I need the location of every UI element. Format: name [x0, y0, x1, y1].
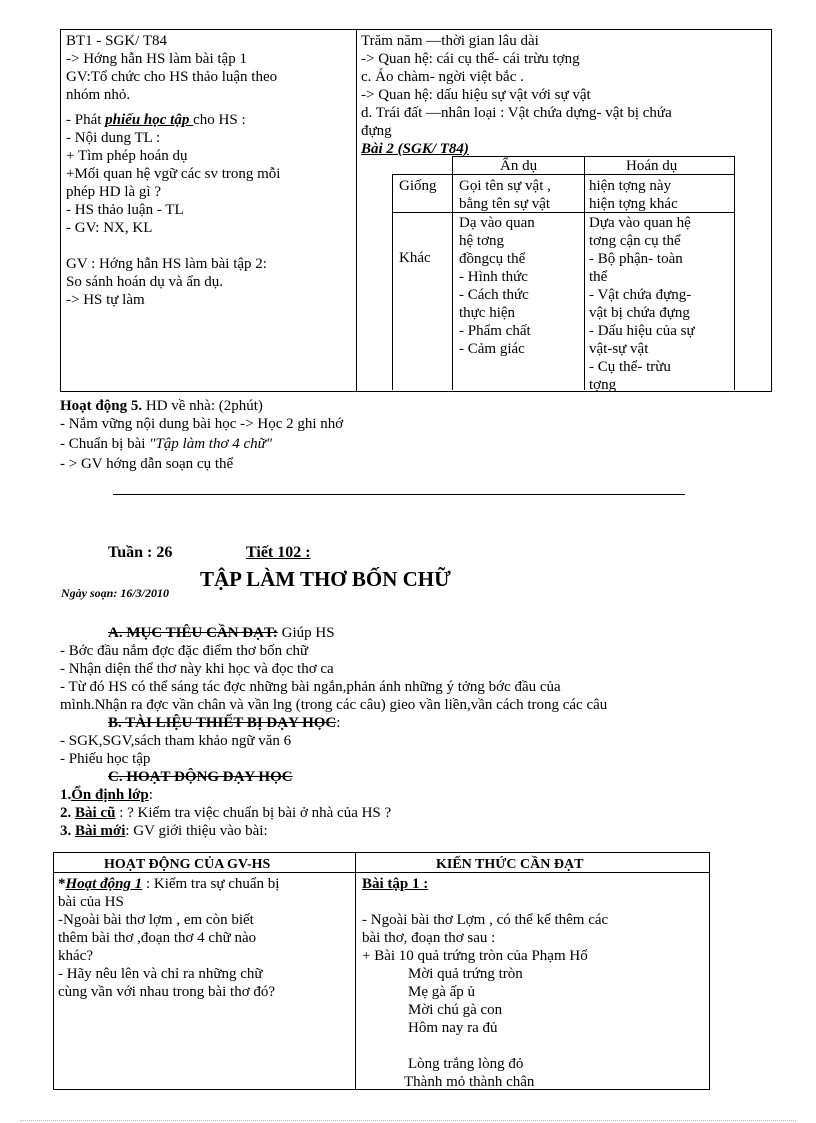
- text-line: [362, 893, 707, 911]
- bottom-left-hd: Hoạt động 1: [65, 876, 143, 892]
- cell-line: hiện tợng này: [589, 178, 672, 194]
- text-line: -> Quan hệ: cái cụ thể- cái trừu tợng: [361, 51, 580, 67]
- cell-line: - Vật chứa đựng-: [589, 287, 692, 303]
- c3-tail: : GV giới thiệu vào bài:: [125, 823, 268, 839]
- poem-line: Thành mỏ thành chân: [404, 1074, 535, 1090]
- section-b-head: [60, 714, 810, 732]
- text-line: cùng vần với nhau trong bài thơ đó?: [58, 984, 276, 1000]
- cell-line: - Cảm giác: [459, 341, 525, 357]
- poem-line: Mẹ gà ấp ủ: [408, 984, 476, 1000]
- compare-row1-an-du: [459, 177, 551, 213]
- page-bottom-dotted-line: [20, 1120, 796, 1121]
- text-line: d. Trái đất —nhân loại : Vật chứa dựng- vật bị chứa: [361, 105, 672, 121]
- poem-line: Mời chú gà con: [408, 1002, 503, 1018]
- cell-line: thực hiện: [459, 305, 516, 321]
- text-line: - Ngoài bài thơ Lợm , có thể kể thêm các: [362, 912, 609, 928]
- compare-head-hoan-du: Hoán dụ: [626, 158, 678, 174]
- text-line: - GV: NX, KL: [66, 220, 153, 236]
- b-tail: :: [336, 715, 341, 731]
- text-line: nhóm nhỏ.: [66, 87, 131, 103]
- text-line: thêm bài thơ ,đoạn thơ 4 chữ nào: [58, 930, 257, 946]
- compare-row2-hoan-du: [589, 214, 695, 394]
- compare-right-line: [734, 156, 735, 390]
- c3-head: Bài mới: [75, 823, 126, 839]
- c2-line: [60, 804, 810, 822]
- text-line: So sánh hoán dụ và ẩn dụ.: [66, 274, 224, 290]
- cell-line: vật-sự vật: [589, 341, 649, 357]
- text-line: -Ngoài bài thơ lợm , em còn biết: [58, 912, 254, 928]
- text-line: mình.Nhận ra đợc vần chân và vần lng (trong các câu) gieo vần liền,vần cách trong các câu: [60, 697, 608, 713]
- star: *: [58, 876, 66, 892]
- compare-table: [392, 156, 734, 393]
- c3-num: 3.: [60, 823, 75, 839]
- text-line: + Bài 10 quả trứng tròn của Phạm Hổ: [362, 948, 588, 964]
- text-line: - Từ đó HS có thể sáng tác đợc những bài ngắn,phản ánh những ý tởng bớc đầu của: [60, 679, 561, 695]
- c2-num: 2.: [60, 805, 75, 821]
- text-line: - Phiếu học tập: [60, 751, 151, 767]
- compare-row1-hoan-du: [589, 177, 678, 213]
- text-line: [66, 111, 354, 129]
- c2-head: Bài cũ: [75, 805, 116, 821]
- poem-line: Mời quả trứng tròn: [408, 966, 523, 982]
- section-a-head: [60, 624, 810, 642]
- text-line: [60, 435, 760, 453]
- section-divider: [113, 494, 685, 495]
- cell-line: Dựa vào quan hệ: [589, 215, 691, 231]
- poem-line: Hôm nay ra đủ: [408, 1020, 498, 1036]
- top-table-left: [66, 32, 354, 309]
- text-line: phép HD là gì ?: [66, 184, 161, 200]
- top-table-divider: [356, 29, 357, 392]
- bottom-right: [362, 875, 707, 1091]
- section-c-head: [60, 768, 810, 786]
- cell-line: bằng tên sự vật: [459, 196, 551, 212]
- cell-line: - Bộ phận- toàn: [589, 251, 683, 267]
- c1-num: 1.: [60, 787, 72, 803]
- phieu-prefix: - Phát: [66, 112, 106, 128]
- text-line: -> Hớng hẫn HS làm bài tập 1: [66, 51, 247, 67]
- text-line: +Mối quan hệ vgữ các sv trong mỗi: [66, 166, 281, 182]
- a-heading: A. MỤC TIÊU CẦN ĐẠT:: [108, 625, 278, 641]
- text-line: đựng: [361, 123, 392, 139]
- text-line: - HS thảo luận - TL: [66, 202, 184, 218]
- text-line: [66, 237, 354, 255]
- poem-line: Lòng trắng lòng đỏ: [408, 1056, 524, 1072]
- text-line: BT1 - SGK/ T84: [66, 33, 167, 49]
- text-line: -> Quan hệ: dấu hiệu sự vật với sự vật: [361, 87, 591, 103]
- text-line: bài thơ, đoạn thơ sau :: [362, 930, 496, 946]
- bottom-head-right: KIẾN THỨC CẦN ĐẠT: [436, 857, 584, 872]
- c-heading: C. HOẠT ĐỘNG DẠY HỌC: [108, 769, 293, 785]
- cell-line: đồngcụ thể: [459, 251, 526, 267]
- bottom-left-hd-line: [58, 875, 353, 893]
- cell-line: - Cách thức: [459, 287, 529, 303]
- tuan-label: Tuần : 26: [108, 544, 173, 561]
- cell-line: tợng: [589, 377, 617, 393]
- c2-tail: : ? Kiểm tra việc chuẩn bị bài ở nhà của HS ?: [115, 805, 392, 821]
- hd5-l2-title: "Tập làm thơ 4 chữ": [149, 436, 273, 452]
- text-line: - Hãy nêu lên và chỉ ra những chữ: [58, 966, 263, 982]
- cell-line: Dạ vào quan: [459, 215, 535, 231]
- text-line: - Nắm vững nội dung bài học -> Học 2 ghi nhớ: [60, 416, 344, 432]
- cell-line: tơng cận cụ thể: [589, 233, 681, 249]
- cell-line: - Cụ thể- trừu: [589, 359, 671, 375]
- text-line: Trăm năm —thời gian lâu dài: [361, 33, 539, 49]
- cell-line: hệ tơng: [459, 233, 505, 249]
- page-title: TẬP LÀM THƠ BỐN CHỮ: [200, 567, 451, 591]
- text-line: bài của HS: [58, 894, 124, 910]
- compare-left-line: [392, 174, 393, 390]
- lesson-body: [60, 624, 810, 840]
- compare-row2-label: Khác: [399, 250, 431, 266]
- cell-line: - Hình thức: [459, 269, 528, 285]
- hd5-title: Hoạt động 5.: [60, 398, 143, 414]
- text-line: - SGK,SGV,sách tham khảo ngữ văn 6: [60, 733, 292, 749]
- phieu-suffix: cho HS :: [193, 112, 246, 128]
- bai-tap-1-heading: Bài tập 1 :: [362, 876, 429, 892]
- text-line: c. Áo chàm- ngời việt bắc .: [361, 69, 524, 85]
- compare-row2-an-du: [459, 214, 535, 358]
- compare-head-an-du: Ẩn dụ: [500, 158, 538, 174]
- bottom-left: [58, 875, 353, 1001]
- text-line: + Tìm phép hoán dụ: [66, 148, 188, 164]
- hd5-section: [60, 397, 760, 473]
- b-heading: B. TÀI LIỆU THIẾT BỊ DẠY HỌC: [108, 715, 337, 731]
- phieu-word: phiếu học tập: [105, 112, 194, 128]
- text-line: - > GV hớng dẫn soạn cụ thể: [60, 456, 234, 472]
- bai2-heading: Bài 2 (SGK/ T84): [361, 141, 469, 157]
- c3-line: [60, 822, 810, 840]
- compare-row1-label: Giống: [399, 178, 437, 194]
- bottom-left-hd-tail: : Kiểm tra sự chuẩn bị: [142, 876, 280, 892]
- bottom-head-left: HOẠT ĐỘNG CỦA GV-HS: [104, 857, 271, 872]
- a-tail: Giúp HS: [277, 625, 335, 641]
- hd5-title-rest: HD về nhà: (2phút): [142, 398, 263, 414]
- text-line: GV : Hớng hẫn HS làm bài tập 2:: [66, 256, 267, 272]
- cell-line: Gọi tên sự vật ,: [459, 178, 551, 194]
- text-line: GV:Tổ chức cho HS thảo luận theo: [66, 69, 278, 85]
- c1-line: [60, 786, 810, 804]
- c1-tail: :: [148, 787, 153, 803]
- tiet-label: Tiết 102 :: [246, 544, 311, 561]
- compare-top-line: [452, 156, 734, 157]
- c1-head: Ổn định lớp: [71, 787, 149, 803]
- text-line: - Nhận diện thể thơ này khi học và đọc thơ ca: [60, 661, 334, 677]
- text-line: -> HS tự làm: [66, 292, 145, 308]
- poem-line: [362, 1037, 707, 1055]
- bottom-table-divider: [355, 852, 356, 1090]
- top-table-right: [361, 32, 769, 158]
- text-line: khác?: [58, 948, 93, 964]
- text-line: - Bớc đầu nắm đợc đặc điểm thơ bốn chữ: [60, 643, 309, 659]
- compare-col1-line: [452, 156, 453, 390]
- cell-line: hiện tợng khác: [589, 196, 678, 212]
- cell-line: - Phẩm chất: [459, 323, 531, 339]
- text-line: - Nội dung TL :: [66, 130, 161, 146]
- cell-line: vật bị chứa đựng: [589, 305, 690, 321]
- cell-line: thể: [589, 269, 608, 285]
- hd5-l2-prefix: - Chuẩn bị bài: [60, 436, 150, 452]
- compare-row-line: [392, 212, 734, 213]
- ngay-soan: Ngày soạn: 16/3/2010: [61, 586, 169, 600]
- compare-col2-line: [584, 156, 585, 390]
- cell-line: - Dấu hiệu của sự: [589, 323, 695, 339]
- hd5-title-line: [60, 397, 760, 415]
- compare-head-line: [392, 174, 734, 175]
